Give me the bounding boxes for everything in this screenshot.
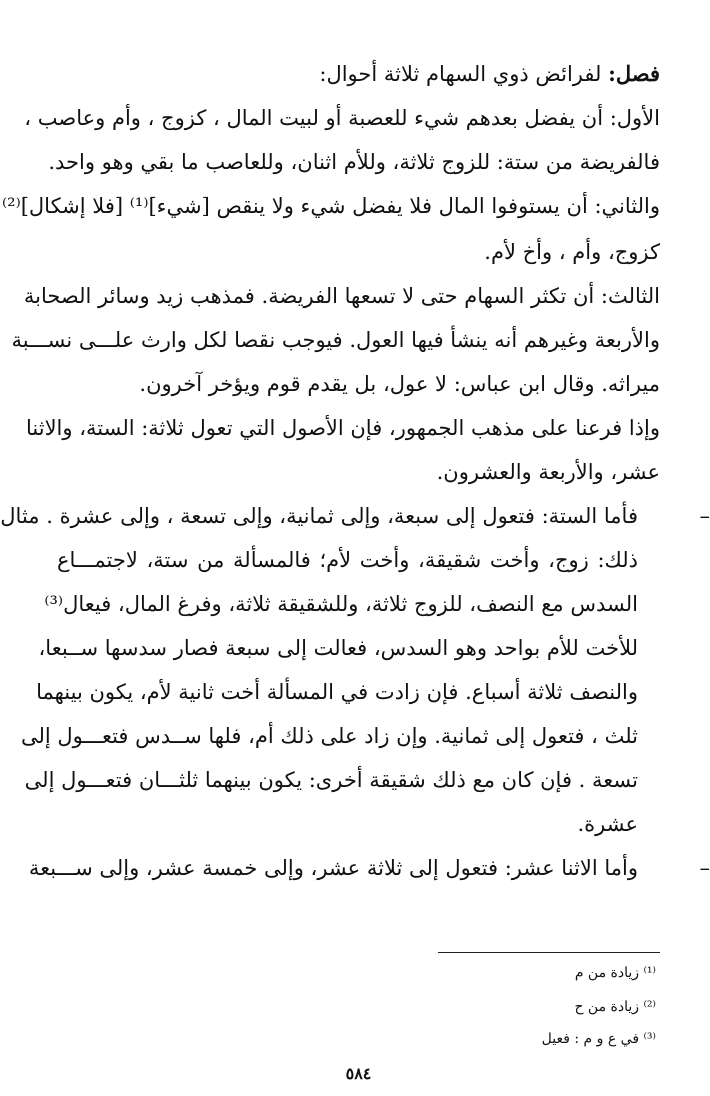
body-line-12: السدس مع النصف، للزوج ثلاثة، وللشقيقة ثلاثة، وفرغ المال، فيعال⁽³⁾: [44, 592, 638, 616]
list-dash-1: –: [699, 504, 710, 528]
footnote-2: ⁽²⁾ زيادة من ح: [574, 999, 656, 1015]
body-line-1: الأول: أن يفضل بعدهم شيء للعصبة أو لبيت المال ، كزوج ، وأم وعاصب ،: [24, 106, 660, 130]
body-line-13: للأخت للأم بواحد وهو السدس، فعالت إلى سبعة فصار سدسها ســبعا،: [38, 636, 638, 660]
body-line-8: وإذا فرعنا على مذهب الجمهور، فإن الأصول التي تعول ثلاثة: الستة، والاثنا: [26, 416, 660, 440]
body-line-11: ذلك: زوج، وأخت شقيقة، وأخت لأم؛ فالمسألة من ستة، لاجتمـــاع: [57, 548, 638, 572]
body-line-7: ميراثه. وقال ابن عباس: لا عول، بل يقدم قوم ويؤخر آخرون.: [139, 372, 660, 396]
footnote-1: ⁽¹⁾ زيادة من م: [574, 965, 656, 981]
section-heading-label: فصل:: [608, 61, 660, 86]
section-heading-line: [57, 54, 660, 94]
body-line-16: تسعة . فإن كان مع ذلك شقيقة أخرى: يكون بينهما ثلثـــان فتعـــول إلى: [24, 768, 638, 792]
body-line-6: والأربعة وغيرهم أنه ينشأ فيها العول. فيوجب نقصا لكل وارث علـــى نســـبة: [11, 328, 660, 352]
body-line-14: والنصف ثلاثة أسباع. فإن زادت في المسألة أخت ثانية لأم، يكون بينهما: [36, 680, 638, 704]
body-line-4: كزوج، وأم ، وأخ لأم.: [484, 240, 660, 264]
body-line-18: وأما الاثنا عشر: فتعول إلى ثلاثة عشر، وإلى خمسة عشر، وإلى ســـبعة: [28, 856, 638, 880]
list-dash-2: –: [699, 856, 710, 880]
page-number: ٥٨٤: [345, 1064, 372, 1083]
body-line-15: ثلث ، فتعول إلى ثمانية. وإن زاد على ذلك أم، فلها ســدس فتعـــول إلى: [20, 724, 638, 748]
body-line-3: والثاني: أن يستوفوا المال فلا يفضل شيء ولا ينقص [شيء]⁽¹⁾ [فلا إشكال]⁽²⁾: [1, 194, 660, 218]
body-line-10: فأما الستة: فتعول إلى سبعة، وإلى ثمانية، وإلى تسعة ، وإلى عشرة . مثال: [0, 504, 638, 528]
body-line-5: الثالث: أن تكثر السهام حتى لا تسعها الفريضة. فمذهب زيد وسائر الصحابة: [23, 284, 660, 308]
body-line-17: عشرة.: [577, 812, 638, 836]
body-line-9: عشر، والأربعة والعشرون.: [436, 460, 660, 484]
footnote-separator: [438, 952, 660, 953]
section-heading-text: لفرائض ذوي السهام ثلاثة أحوال:: [319, 62, 602, 86]
footnote-3: ⁽³⁾ في ع و م : فعيل: [541, 1031, 656, 1047]
body-line-2: فالفريضة من ستة: للزوج ثلاثة، وللأم اثنان، وللعاصب ما بقي وهو واحد.: [48, 150, 660, 174]
